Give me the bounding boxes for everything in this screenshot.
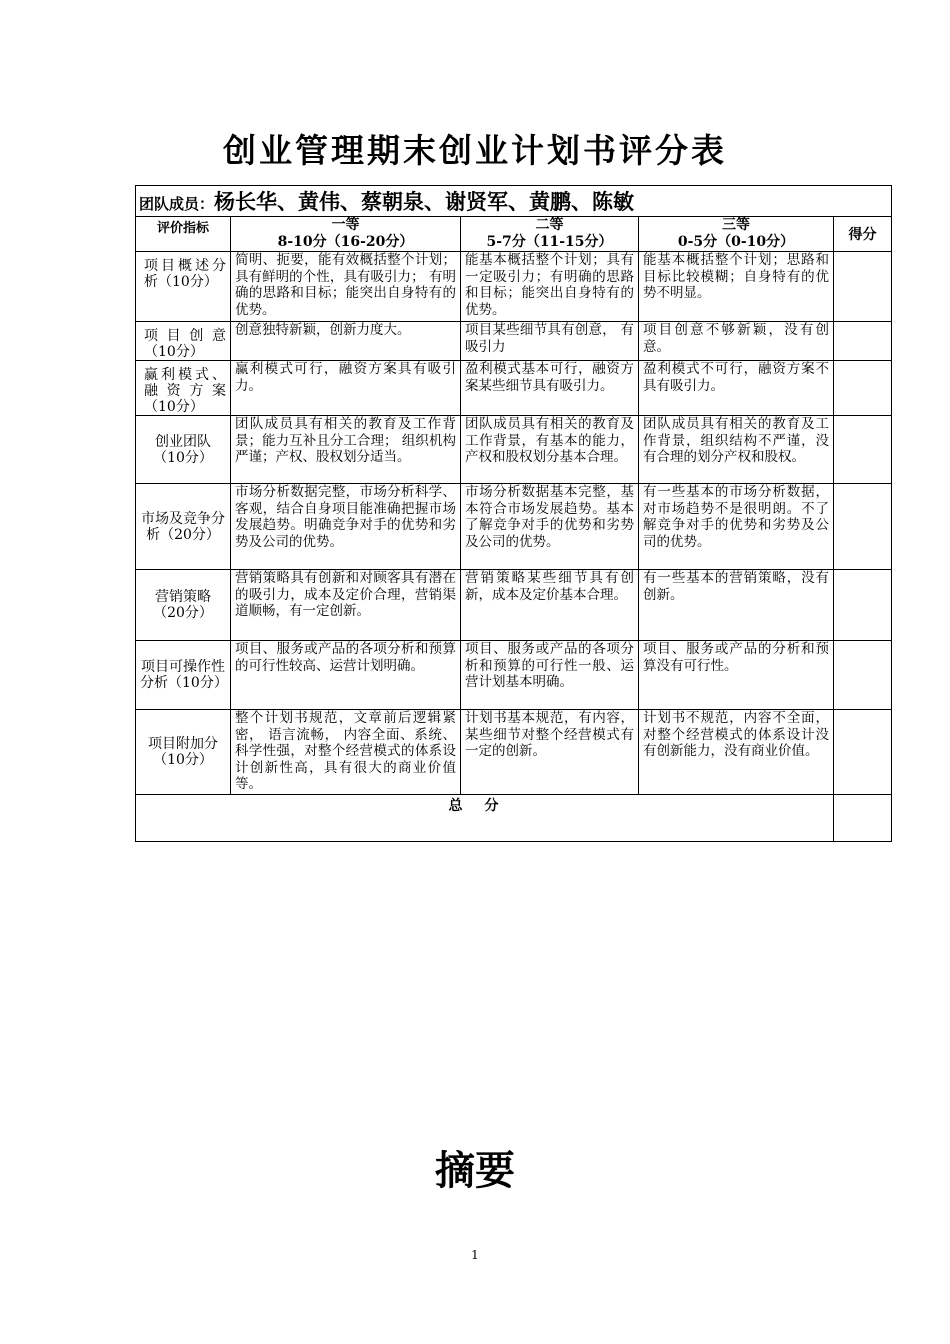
indicator-cell: 创业团队（10分） [136, 416, 231, 484]
level-2-name: 二等 [535, 217, 564, 233]
level-1-cell: 赢利模式可行，融资方案具有吸引力。 [231, 361, 461, 416]
level-2-range: 5-7分（11-15分） [486, 234, 613, 250]
level-3-cell: 有一些基本的市场分析数据，对市场趋势不是很明朗。不了解竞争对手的优势和劣势及公司的优势。 [639, 484, 834, 570]
team-label: 团队成员： [139, 195, 215, 213]
score-cell[interactable] [834, 710, 892, 795]
header-level-3 [639, 217, 834, 252]
score-cell[interactable] [834, 322, 892, 361]
page-title: 创业管理期末创业计划书评分表 [223, 131, 727, 170]
level-3-cell: 团队成员具有相关的教育及工作背景，组织结构不严谨，没有合理的划分产权和股权。 [639, 416, 834, 484]
table-row [136, 570, 892, 641]
level-1-cell: 市场分析数据完整，市场分析科学、客观，结合自身项目能准确把握市场发展趋势。明确竞争对手的优势和劣势及公司的优势。 [231, 484, 461, 570]
page-number: 1 [471, 1248, 479, 1262]
score-cell[interactable] [834, 570, 892, 641]
level-1-cell: 整个计划书规范，文章前后逻辑紧密， 语言流畅， 内容全面、系统、科学性强，对整个经营模式的体系设计创新性高，具有很大的商业价值等。 [231, 710, 461, 795]
indicator-cell: 赢利模式、融资方案（10分） [136, 361, 231, 416]
score-cell[interactable] [834, 252, 892, 322]
level-1-cell: 项目、服务或产品的各项分析和预算的可行性较高、运营计划明确。 [231, 641, 461, 710]
level-1-cell: 简明、扼要，能有效概括整个计划；具有鲜明的个性，具有吸引力； 有明确的思路和目标；能突出自身特有的优势。 [231, 252, 461, 322]
level-2-cell: 盈利模式基本可行，融资方案某些细节具有吸引力。 [461, 361, 639, 416]
header-indicator: 评价指标 [136, 217, 231, 252]
level-1-range: 8-10分（16-20分） [277, 234, 414, 250]
level-2-cell: 项目、服务或产品的各项分析和预算的可行性一般、运营计划基本明确。 [461, 641, 639, 710]
indicator-cell: 项目创意（10分） [136, 322, 231, 361]
level-2-cell: 市场分析数据基本完整，基本符合市场发展趋势。基本了解竞争对手的优势和劣势及公司的优势。 [461, 484, 639, 570]
table-row [136, 322, 892, 361]
level-3-cell: 计划书不规范，内容不全面，对整个经营模式的体系设计没有创新能力，没有商业价值。 [639, 710, 834, 795]
level-3-cell: 能基本概括整个计划；思路和目标比较模糊；自身特有的优势不明显。 [639, 252, 834, 322]
table-row [136, 252, 892, 322]
total-row [136, 795, 892, 842]
table-row [136, 416, 892, 484]
score-cell[interactable] [834, 416, 892, 484]
team-row [136, 186, 892, 217]
level-1-name: 一等 [331, 217, 360, 233]
level-2-cell: 计划书基本规范，有内容，某些细节对整个经营模式有一定的创新。 [461, 710, 639, 795]
indicator-cell: 项目可操作性分析（10分） [136, 641, 231, 710]
level-2-cell: 能基本概括整个计划；具有一定吸引力；有明确的思路和目标；能突出自身特有的优势。 [461, 252, 639, 322]
score-cell[interactable] [834, 361, 892, 416]
score-cell[interactable] [834, 484, 892, 570]
table-row [136, 710, 892, 795]
level-3-cell: 盈利模式不可行，融资方案不具有吸引力。 [639, 361, 834, 416]
level-3-cell: 项目创意不够新颖，没有创意。 [639, 322, 834, 361]
header-level-2 [461, 217, 639, 252]
table-row [136, 361, 892, 416]
level-1-cell: 营销策略具有创新和对顾客具有潜在的吸引力，成本及定价合理，营销渠道顺畅，有一定创新。 [231, 570, 461, 641]
table-row [136, 484, 892, 570]
level-2-cell: 项目某些细节具有创意， 有吸引力 [461, 322, 639, 361]
level-2-cell: 营销策略某些细节具有创新，成本及定价基本合理。 [461, 570, 639, 641]
team-cell [136, 186, 892, 217]
level-3-range: 0-5分（0-10分） [677, 234, 795, 250]
summary-heading: 摘要 [435, 1147, 515, 1194]
total-score-cell[interactable] [834, 795, 892, 842]
level-1-cell: 创意独特新颖，创新力度大。 [231, 322, 461, 361]
team-members: 杨长华、黄伟、蔡朝泉、谢贤军、黄鹏、陈敏 [214, 189, 635, 214]
level-2-cell: 团队成员具有相关的教育及工作背景，有基本的能力，产权和股权划分基本合理。 [461, 416, 639, 484]
level-1-cell: 团队成员具有相关的教育及工作背景；能力互补且分工合理； 组织机构严谨；产权、股权划分适当。 [231, 416, 461, 484]
total-label: 总分 [136, 795, 834, 842]
header-score: 得分 [834, 217, 892, 252]
level-3-cell: 有一些基本的营销策略，没有创新。 [639, 570, 834, 641]
level-3-name: 三等 [722, 217, 750, 233]
indicator-cell: 项目附加分（10分） [136, 710, 231, 795]
indicator-cell: 营销策略（20分） [136, 570, 231, 641]
header-level-1 [231, 217, 461, 252]
scoring-table [135, 185, 892, 842]
level-3-cell: 项目、服务或产品的分析和预算没有可行性。 [639, 641, 834, 710]
header-row [136, 217, 892, 252]
table-row [136, 641, 892, 710]
indicator-cell: 市场及竞争分析（20分） [136, 484, 231, 570]
score-cell[interactable] [834, 641, 892, 710]
indicator-cell: 项目概述分析（10分） [136, 252, 231, 322]
